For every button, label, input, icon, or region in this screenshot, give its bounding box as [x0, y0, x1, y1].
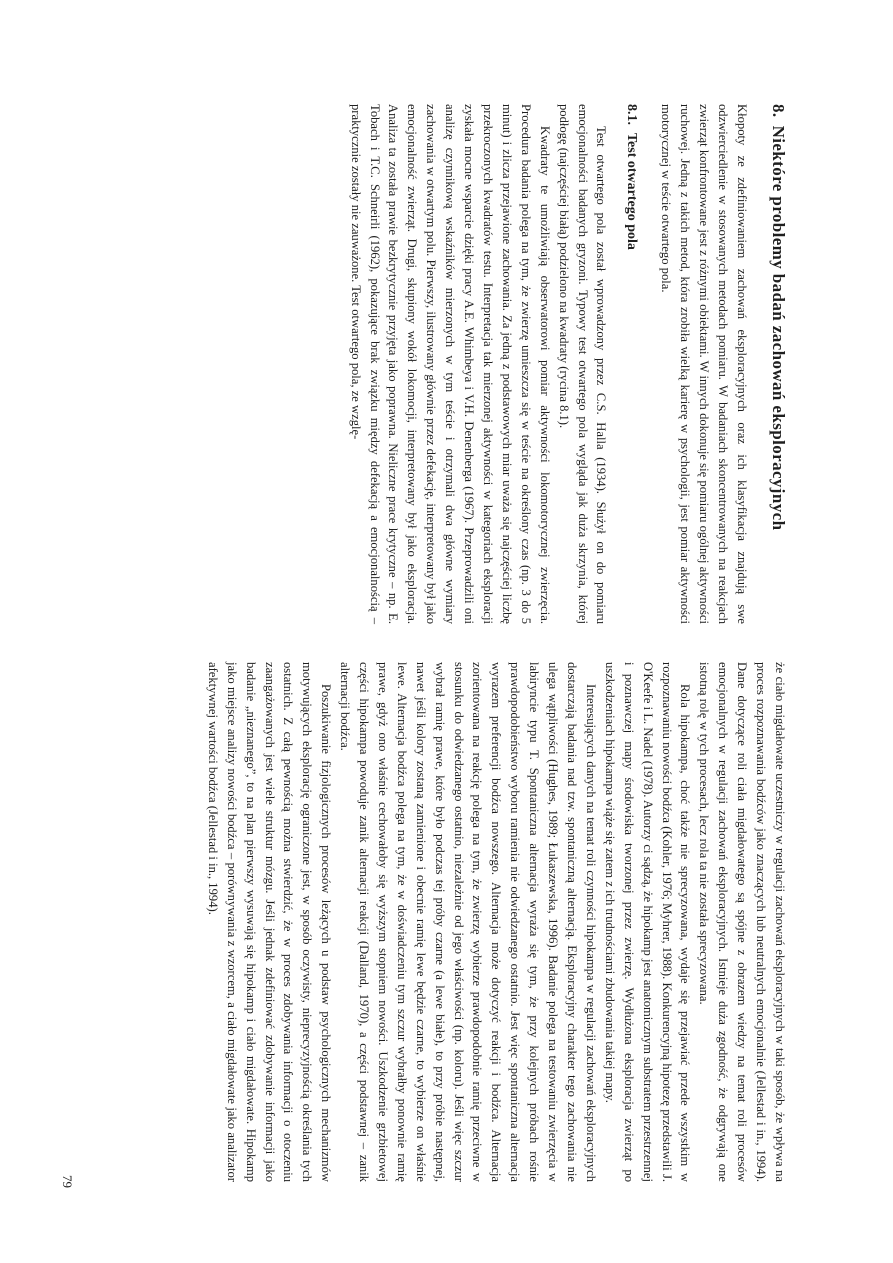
chapter-title: Niektóre problemy badań zachowań eksploracyjnych: [769, 125, 788, 531]
chapter-number: 8.: [769, 104, 788, 118]
left-column: [203, 662, 789, 1182]
left-paragraph-4: Poszukiwanie fizjologicznych procesów leżących u podstaw psychologicznych mechanizmów motywujących eksplorację ograniczone jest, w sposób oczywisty, nieprecyzyjnością określania tych ostatnich. Z całą pewnością można stwierdzić, że w proces zdobywania informacji o otoczeniu zaangażowanych jest wiele struktur mózgu. Jeśli jednak zdefiniować zdobywanie informacji jako badanie „nieznanego”, to na plan pierwszy wysuwają się hipokamp i ciało migdałowate. Hipokamp jako miejsce analizy nowości bodźca – porównywania z wzorcem, a ciało migdałowate jako analizator afektywnej wartości bodźca (Jellestad i in., 1994).: [205, 662, 334, 1182]
left-paragraph-2: Rola hipokampa, choć także nie sprecyzowana, wydaje się przejawiać przede wszystkim w rozpoznawaniu nowości bodźca (Kohler, 1976; Myhrer, 1988). Konkurencyjną hipotezę przedstawili J. O'Keefe i L. Nadel (1978). Autorzy ci sądzą, że hipokamp jest anatomicznym substratem przestrzennej i poznawczej mapy środowiska tworzonej przez zwierzę. Wydłużona eksploracja zwierząt po uszkodzeniach hipokampa wiąże się zatem z ich trudnościami zbudowania takiej mapy.: [602, 662, 693, 1182]
right-column: [346, 104, 789, 624]
chapter-intro-paragraph: Kłopoty ze zdefiniowaniem zachowań eksploracyjnych oraz ich klasyfikacja znajdują swe odzwierciedlenie w stosowanych metodach pomiaru. W badaniach skoncentrowanych na reakcjach zwierząt konfrontowane jest z różnymi obiektami. W innych dokonuje się pomiaru ogólnej aktywności ruchowej. Jedną z takich metod, która zrobiła wielką karierę w psychologii, jest pomiar aktywności motorycznej w teście otwartego pola.: [659, 104, 749, 624]
left-paragraph-1: że ciało migdałowate uczestniczy w regulacji zachowań eksploracyjnych w taki sposób, że wpływa na proces rozpoznawania bodźców jako znaczących lub neutralnych emocjonalnie (Jellestad i in., 1994). Dane dotyczące roli ciała migdałowatego są spójne z obrazem wiedzy na temat roli procesów emocjonalnych w regulacji zachowań eksploracyjnych. Istnieje duża zgodność, że odgrywają one istotną rolę w tych procesach, lecz rola ta nie została sprecyzowana.: [697, 662, 787, 1182]
section-title: Test otwartego pola: [624, 133, 640, 250]
page-number: 79: [60, 1175, 75, 1188]
section-paragraph-2: Kwadraty te umożliwiają obserwatorowi pomiar aktywności lokomotorycznej zwierzęcia. Procedura badania polega na tym, że zwierzę umieszcza się w teście na określony czas (np. 3 do 5 minut) i zlicza przejawione zachowania. Za jedną z podstawowych miar uważa się najczęściej liczbę przekroczonych kwadratów testu. Interpretacja tak mierzonej aktywności w kategoriach eksploracji zyskała mocne wsparcie dzięki pracy A.E. Whimbeya i V.H. Denenberga (1967). Przeprowadzili oni analizę czynnikową wskaźników mierzonych w tym teście i otrzymali dwa główne wymiary zachowania w otwartym polu. Pierwszy, ilustrowany głównie przez defekację, interpretowany był jako emocjonalność zwierząt. Drugi, skupiony wokół lokomocji, interpretowany był jako eksploracja. Analiza ta została prawie bezkrytycznie przyjęta jako poprawna. Nieliczne prace krytyczne – np. E. Tobach i T.C. Schneirli (1962), pokazujące brak związku między defekacją a emocjonalnością – praktycznie zostały nie zauważone. Test otwartego pola, ze wzglę-: [348, 104, 552, 624]
chapter-heading: [767, 104, 789, 624]
section-paragraph-1: Test otwartego pola został wprowadzony przez C.S. Halla (1934). Służył on do pomiaru emocjonalności badanych gryzoni. Typowy test otwartego pola wygląda jak duża skrzynia, której podłogę (najczęściej białą) podzielono na kwadraty (rycina 8.1).: [556, 104, 609, 624]
section-number: 8.1.: [624, 104, 640, 125]
left-paragraph-3: Interesujących danych na temat roli czynności hipokampa w regulacji zachowań eksploracyjnych dostarczają badania nad tzw. spontaniczną alternacją. Eksploracyjny charakter tego zachowania nie ulega wątpliwości (Hughes, 1989; Łukaszewska, 1996). Badanie polega na testowaniu zwierzęcia w labiryncie typu T. Spontaniczna alternacja wyraża się tym, że przy kolejnych próbach rośnie prawdopodobieństwo wyboru ramienia nie odwiedzanego ostatnio. Jest więc spontaniczna alternacja wyrazem preferencji bodźca nowszego. Alternacja może dotyczyć reakcji i bodźca. Alternacja zorientowana na reakcję polega na tym, że zwierzę wybierze prawdopodobnie ramię przeciwne w stosunku do odwiedzanego ostatnio, niezależnie od jego właściwości (np. koloru). Jeśli więc szczur wybrał ramię prawe, które było podczas tej próby czarne (a lewe białe), to przy próbie następnej, nawet jeśli kolory zostaną zamienione i obecnie ramię lewe będzie czarne, to wybierze on właśnie lewe. Alternacja bodźca polega na tym, że w doświadczeniu tym szczur wybrałby ponownie ramię prawe, gdyż ono właśnie cechowałoby się wyższym stopniem nowości. Uszkodzenie grzbietowej części hipokampa powoduje zanik alternacji reakcji (Dalland, 1970), a części podstawnej – zanik alternacji bodźca.: [338, 662, 598, 1182]
section-heading: [622, 104, 640, 624]
